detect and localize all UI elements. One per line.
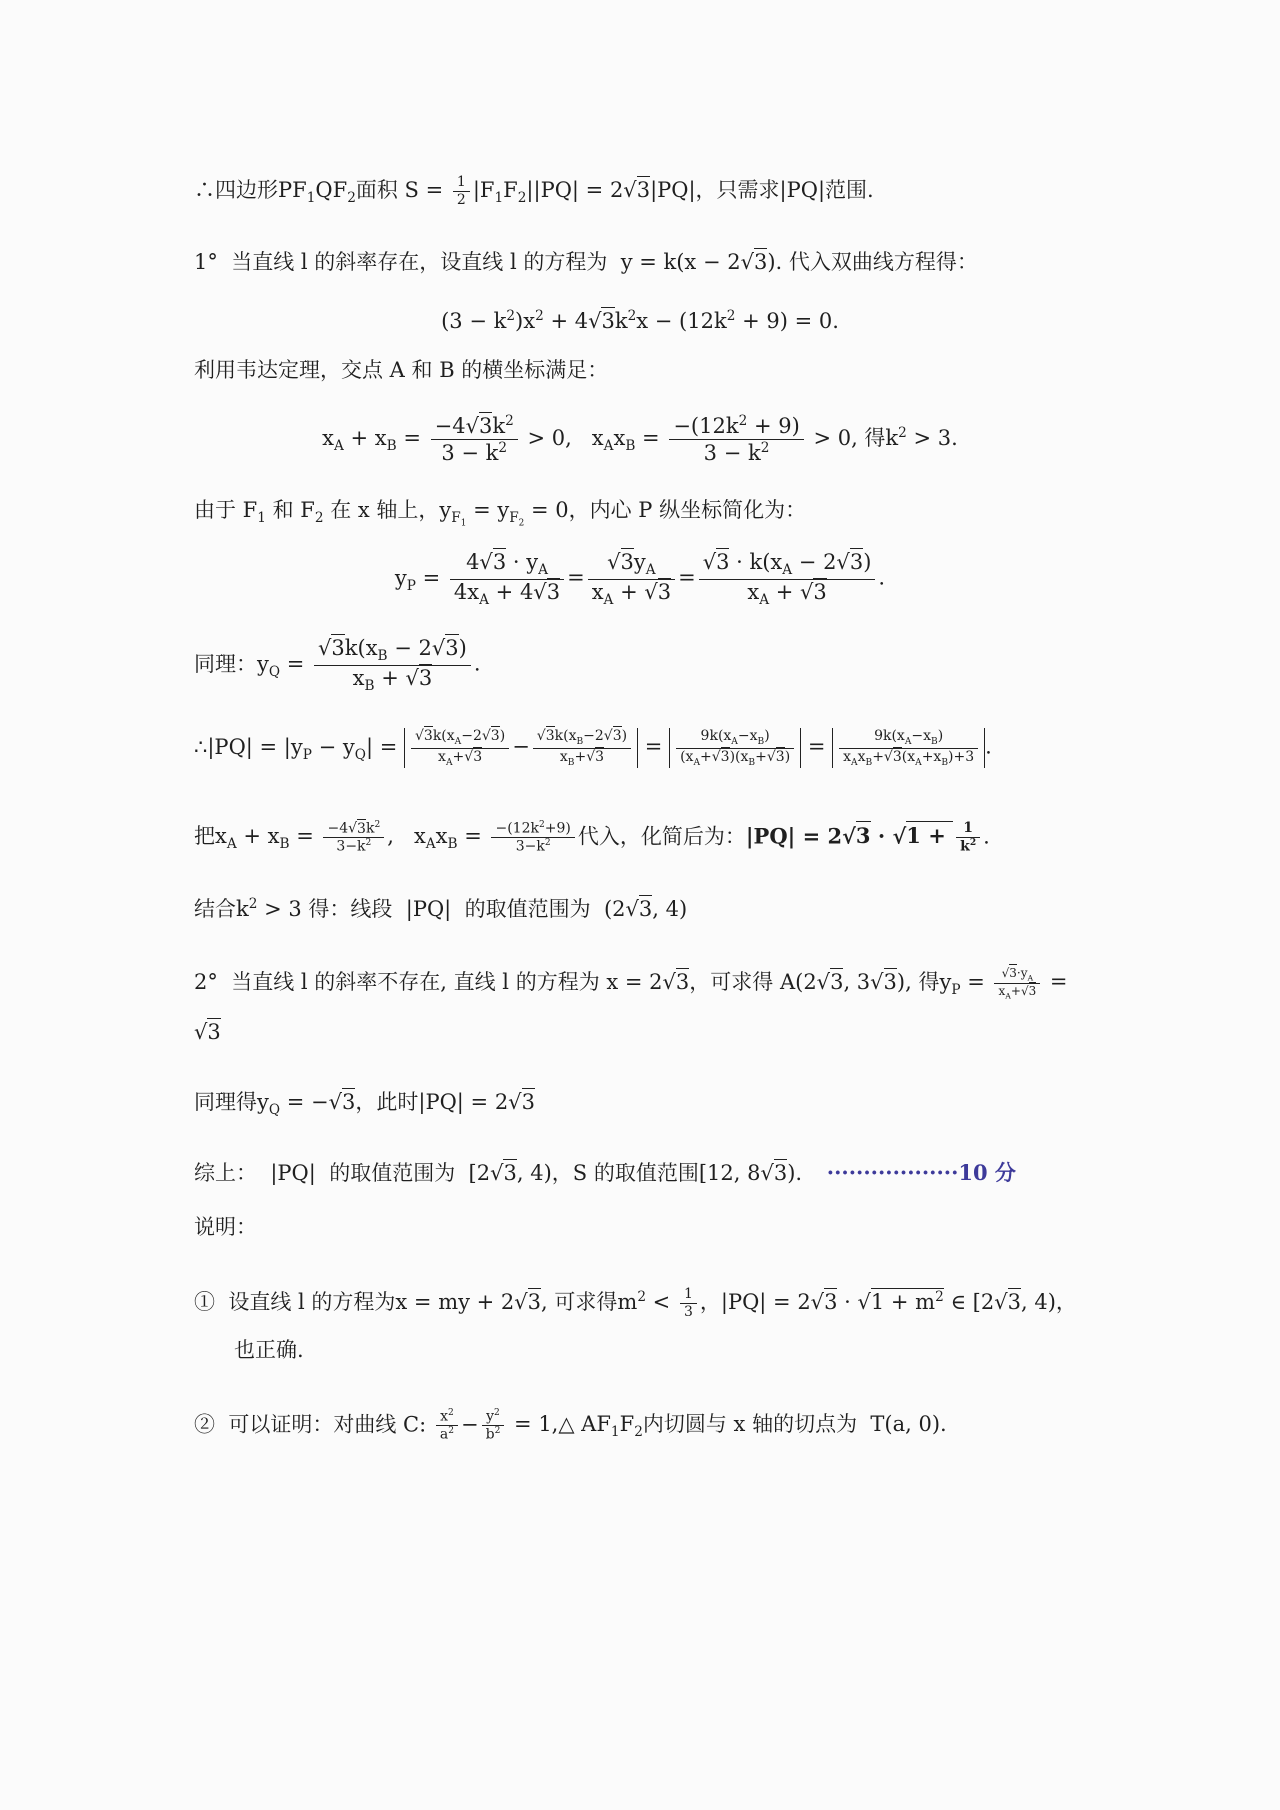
line-pq-expand: ∴|PQ| = $|y_P - y_Q|$ = $\frac{√3k(x_A-2√3)}{x_A+√3}$ − $\frac{√3k(x_B-2√3)}{x_B+√3}$ = $\frac{9k(x_A-x_B)}{(x_A+√3)(x_B+√3)}$ = $\frac{9k(x_A-x_B)}{x_Ax_B+√3(x_A+x_B)+3}$ . (194, 728, 992, 768)
line-vieta: $x_A + x_B$ = $\frac{-4√3k^2}{3 - k^2}$ > 0, $x_Ax_B$ = $\frac{-(12k^2 + 9)}{3 - k^2}$ > 0, 得$k^2 > 3$. (322, 413, 958, 466)
line-yp: $y_P$ = $\frac{4√3 \cdot y_A}{4x_A + 4√3}$ = $\frac{√3y_A}{x_A + √3}$ = $\frac{√3 \cdot k(x_A - 2√3)}{x_A + √3}$ . (394, 550, 886, 608)
line-range-1: 结合$k^2 > 3$ 得：线段 |PQ| 的取值范围为 (2√3, 4) (194, 896, 688, 921)
line-yq: 同理：$y_Q$ = $\frac{√3k(x_B - 2√3)}{x_B + √3}$ . (194, 636, 481, 694)
line-note-1: ① 设直线 l 的方程为x = my + 2√3, 可求得$m^2$ < $\frac{1}{3}$ ，$|PQ| = 2√3 \cdot √1 + m^2$ ∈ [2√3, 4)， (194, 1286, 1077, 1320)
line-note-title: 说明： (194, 1215, 257, 1239)
line-case-1: 1° 当直线 l 的斜率存在，设直线 l 的方程为 y = k(x − 2√3). 代入双曲线方程得： (194, 250, 978, 274)
line-area-formula: ∴四边形$PF_1QF_2$面积 S = $\frac{1}{2}$ $|F_1F_2||PQ| = 2√3|PQ|$，只需求|PQ|范围. (194, 174, 874, 208)
line-substitute: 把$x_A + x_B$ = $\frac{-4√3k^2}{3-k^2}$ , $x_Ax_B$ = $\frac{-(12k^2+9)}{3-k^2}$ 代入，化简后为：|PQ| = 2√3 · √1 + $\frac{1}{k^2}$ . (194, 820, 990, 856)
line-yq-case-2: 同理得$y_Q = -√3$，此时|PQ| = 2√3 (194, 1090, 535, 1119)
score-marker: ··················10 分 (826, 1160, 1016, 1185)
line-summary: 综上： |PQ| 的取值范围为 [2√3, 4)，S 的取值范围[12, 8√3). ··················10 分 (194, 1160, 1016, 1185)
line-case-2: 2° 当直线 l 的斜率不存在, 直线 l 的方程为 x = 2√3，可求得 A(2√3, 3√3), 得$y_P$ = $\frac{√3\cdot y_A}{x_A+√3}$ = (194, 966, 1068, 1001)
line-quadratic: $(3 - k^2)x^2 + 4√3k^2x - (12k^2 + 9) = 0$. (441, 308, 839, 333)
line-vieta-intro: 利用韦达定理，交点 A 和 B 的横坐标满足： (194, 358, 609, 382)
line-note-2: ② 可以证明：对曲线 C: $\frac{x^2}{a^2}$ − $\frac{y^2}{b^2}$ = 1,△ $AF_1F_2$内切圆与 x 轴的切点为 T(a, 0). (194, 1408, 947, 1444)
line-note-1-cont: 也正确. (234, 1338, 304, 1362)
line-incenter-intro: 由于 $F_1$ 和 $F_2$ 在 x 轴上，$y_{F_1} = y_{F_2} = 0$，内心 P 纵坐标简化为： (194, 498, 807, 529)
line-case-2-result: √3 (194, 1020, 221, 1044)
